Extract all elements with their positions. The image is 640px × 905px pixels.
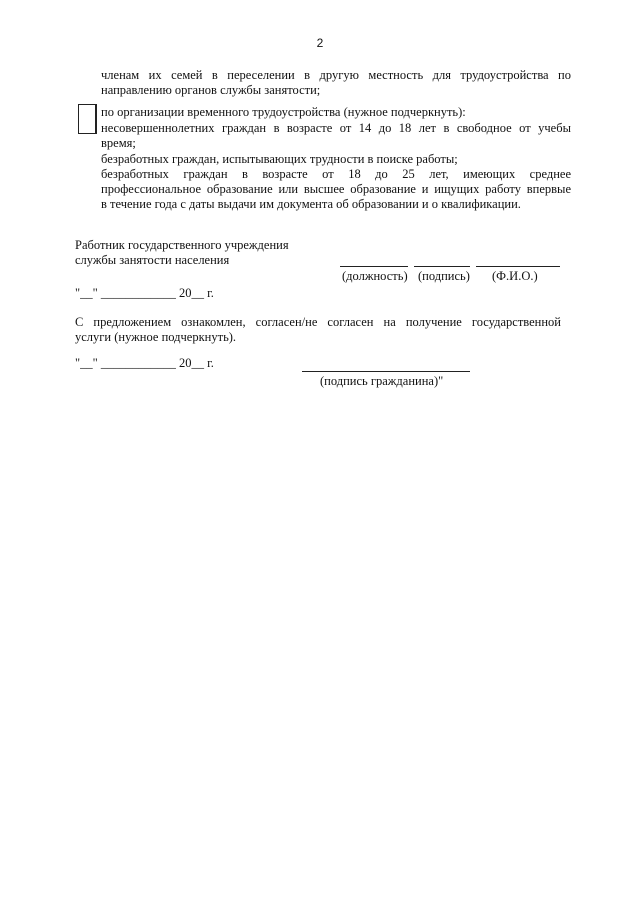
position-label: (должность) <box>342 269 408 283</box>
signature-label: (подпись) <box>418 269 470 283</box>
page-number: 2 <box>316 36 324 50</box>
option-title: по организации временного трудоустройства (нужное подчеркнуть): <box>101 105 466 119</box>
paragraph-relocation-line1: членам их семей в переселении в другую местность для трудоустройства по <box>101 68 571 82</box>
signature-line <box>414 266 470 267</box>
worker-date: "__" ____________ 20__ г. <box>75 286 214 300</box>
citizen-signature-label: (подпись гражданина)" <box>320 374 444 388</box>
worker-title-line1: Работник государственного учреждения <box>75 238 289 252</box>
consent-line1: С предложением ознакомлен, согласен/не согласен на получение государственной <box>75 315 561 329</box>
option-youth-line1: безработных граждан в возрасте от 18 до 25 лет, имеющих среднее <box>101 167 571 181</box>
option-unemployed: безработных граждан, испытывающих трудности в поиске работы; <box>101 152 458 166</box>
paragraph-relocation-line2: направлению органов службы занятости; <box>101 83 321 97</box>
option-youth-line3: в течение года с даты выдачи им документа об образовании и о квалификации. <box>101 197 521 211</box>
option-checkbox[interactable] <box>78 104 96 134</box>
worker-title-line2: службы занятости населения <box>75 253 230 267</box>
name-label: (Ф.И.О.) <box>492 269 538 283</box>
option-minors-line1: несовершеннолетних граждан в возрасте от 14 до 18 лет в свободное от учебы <box>101 121 571 135</box>
citizen-signature-line <box>302 371 470 372</box>
option-youth-line2: профессиональное образование или высшее образование и ищущих работу впервые <box>101 182 571 196</box>
option-minors-line2: время; <box>101 136 136 150</box>
consent-date: "__" ____________ 20__ г. <box>75 356 214 370</box>
position-signature-line <box>340 266 408 267</box>
option-bracket-line <box>96 104 97 134</box>
consent-line2: услуги (нужное подчеркнуть). <box>75 330 237 344</box>
name-signature-line <box>476 266 560 267</box>
